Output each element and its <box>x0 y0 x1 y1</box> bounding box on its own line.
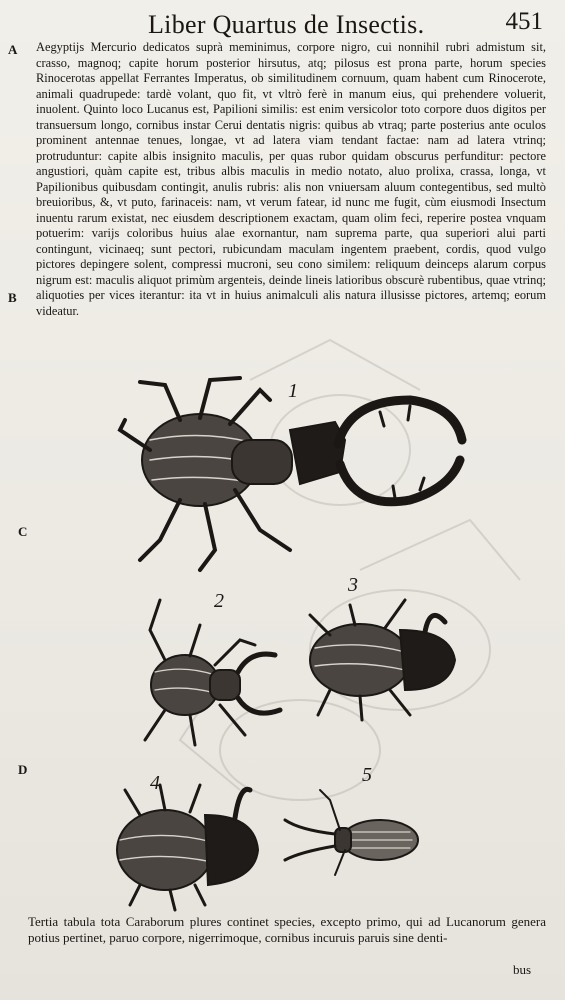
running-title: Liber Quartus de Insectis. <box>148 10 425 39</box>
figure-number-1: 1 <box>288 380 298 402</box>
paragraph: Aegyptijs Mercurio dedicatos suprà meminimus, corpore nigro, cui nonnihil rubri admistum sit, crasso, magnoq; capite horum posterior hirsutus, atq; pilosus est prona parte, horum species Rinocerotas appellat Ferrantes Imperatus, ob similitudinem cornuum, quam habent cum Rinocerote, animali quadrupede: tardè volant, quo fit, vt vltrò ferè in manum eius, qui prehendere voluerit, inuolent. Quinto loco Lucanus est, Papilioni similis: est enim versicolor toto corpore duos digitos per transuersum longo, cornibus instar Cerui dentatis nigris: quibus ab vtraq; parte posterius ante oculos prominent antennae tenues, longae, vt ad latera viam tendant factae: nam ad latera vtrinq; protruduntur: capite albis insignito maculis, per quas rubor quidam obscurus perfunditur: pectore angustiori, quàm capite est, tribus albis maculis in medio notato, aluo prolixa, crassa, longa, vt Papilionibus quibusdam contingit, anulis rubris: alis non vniuersam aluum contegentibus, sed multò breuioribus, &, vt puto, farinaceis: nam, vt verum fatear, id nunc me fugit, cùm eiusmodi Insectum inuentu rarum existat, nec eiusdem descriptionem exactam, quam olim feci, reperire postea vnquam potuerim: varijs coloribus huius alae exornantur, nam suprema parte, qua superiori alui parti contingunt, vicinaeq; sunt pectori, rubicundam maculam ingentem praebent, cordis, quod vulgo pictores depingere solent, compressi mucroni, seu cono similem: reliquum deinceps alarum corpus nigrum est: maculis aliquot primùm argenteis, deinde lineis latioribus obscurè rubentibus, quae vtrinq; aliquoties per vices iterantur: ita vt in huius animalculi alis natura illusisse pictores, artemq; eorum videatur. <box>36 40 546 318</box>
stag-beetle-large <box>120 378 462 570</box>
page-header <box>0 6 565 42</box>
stag-beetle-small <box>145 600 280 745</box>
rhinoceros-beetle <box>310 600 455 720</box>
margin-letter-a: A <box>8 42 18 57</box>
figure-number-2: 2 <box>214 590 224 612</box>
beetle-plate-illustration <box>0 360 565 920</box>
figure-number-5: 5 <box>362 764 372 786</box>
figure-number-4: 4 <box>150 772 160 794</box>
body-text <box>36 40 546 319</box>
figure-number-3: 3 <box>348 574 358 596</box>
plate-caption <box>28 914 546 946</box>
page-number: 451 <box>505 8 543 35</box>
margin-letter-b: B <box>8 290 17 305</box>
caption-text: Tertia tabula tota Caraborum plures continet species, excepto primo, qui ad Lucanorum genera potius pertinet, paruo corpore, nigerrimoque, cornibus incuruis paruis sine denti- <box>28 914 546 945</box>
horned-beetle <box>117 785 258 910</box>
long-mandible-beetle <box>285 790 418 875</box>
caption-last-word: bus <box>512 962 531 977</box>
margin-letter-d: D <box>18 762 28 777</box>
margin-letter-c: C <box>18 524 28 539</box>
